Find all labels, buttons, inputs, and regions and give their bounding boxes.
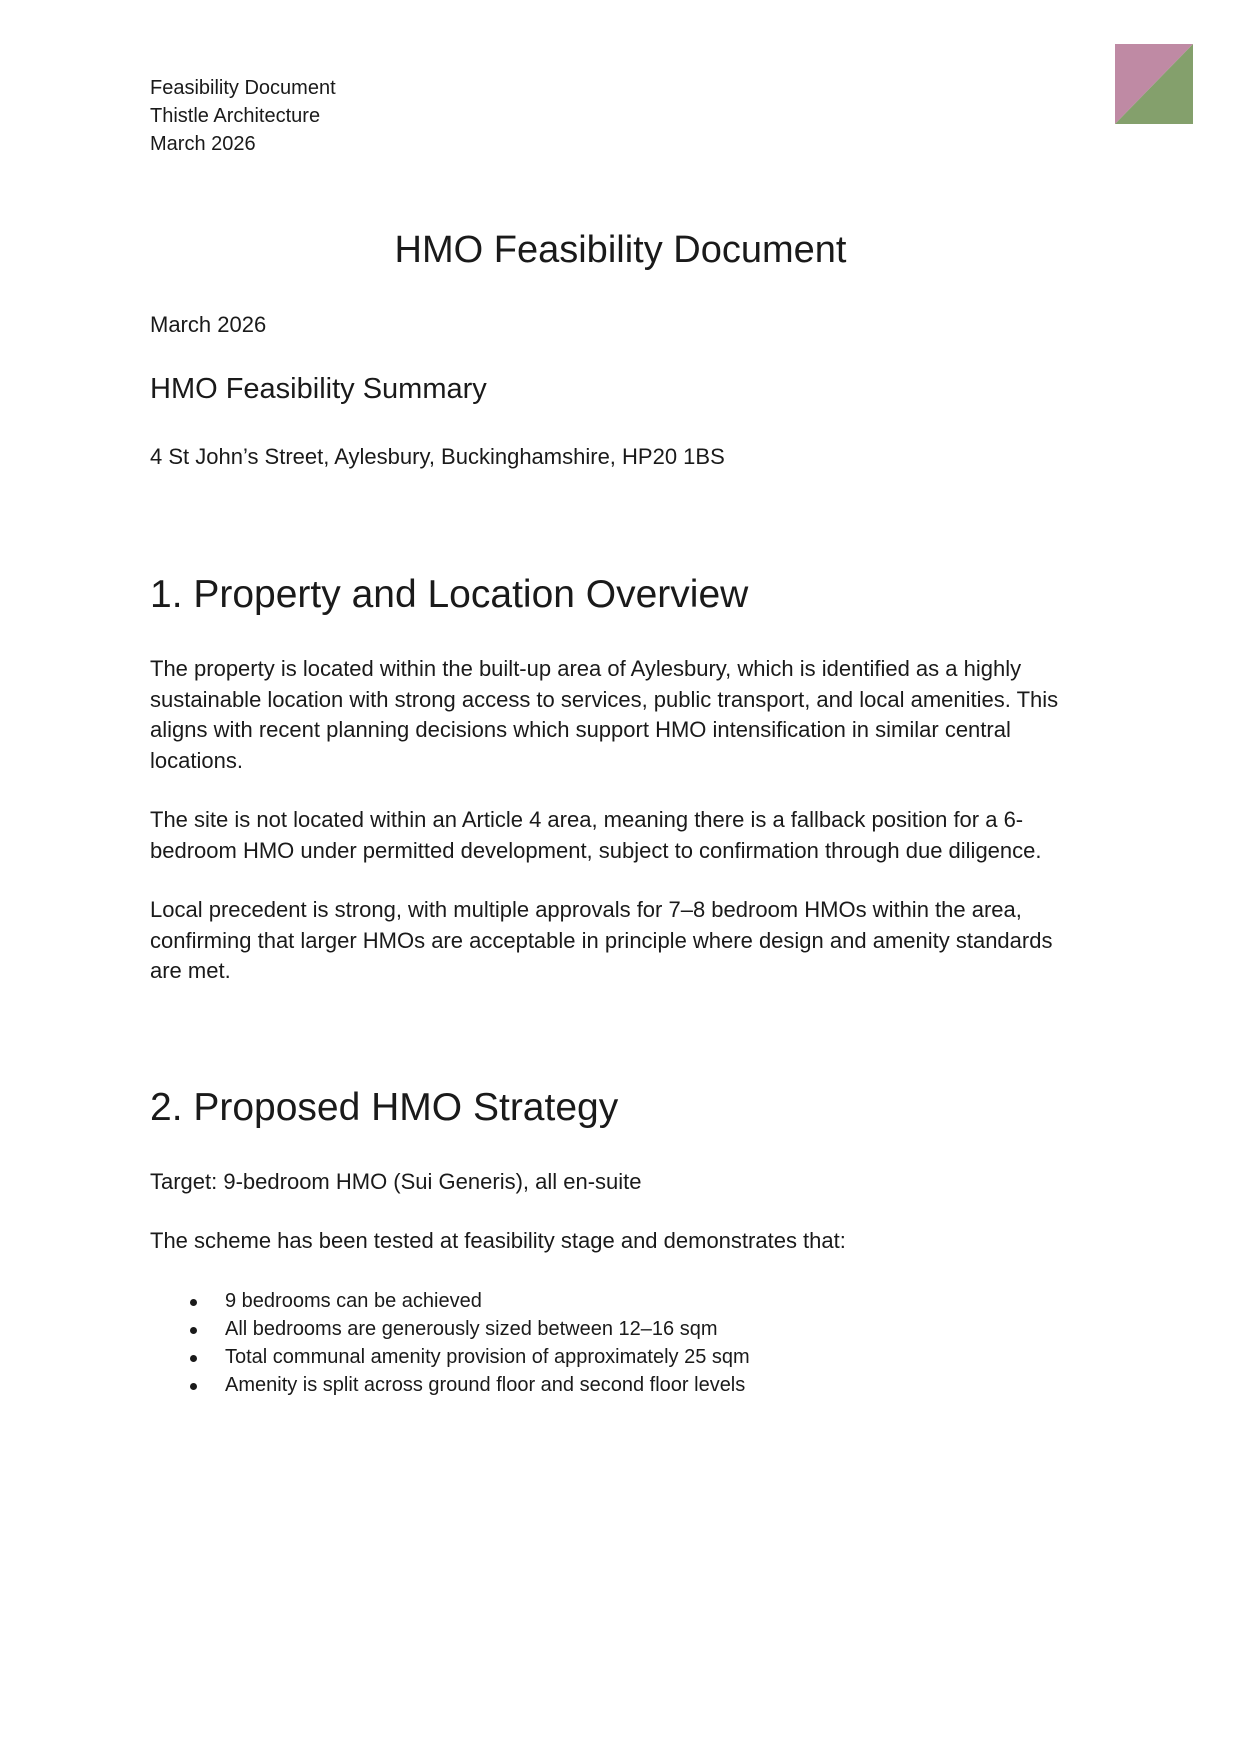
header-company: Thistle Architecture: [150, 105, 321, 127]
bullet-icon: [190, 1327, 197, 1334]
header-doc-type: Feasibility Document: [150, 77, 336, 99]
list-item: [150, 1343, 1050, 1371]
feasibility-bullet-list: [150, 1287, 1050, 1399]
section-1-paragraph: Local precedent is strong, with multiple approvals for 7–8 bedroom HMOs within the area, confirming that larger HMOs are acceptable in principle where design and amenity standards are met.: [150, 897, 1053, 983]
property-address: 4 St John’s Street, Aylesbury, Buckinghamshire, HP20 1BS: [150, 444, 725, 469]
header-date: March 2026: [150, 133, 256, 155]
header-meta: [150, 74, 336, 158]
section-1-heading: 1. Property and Location Overview: [150, 573, 749, 616]
bullet-icon: [190, 1355, 197, 1362]
list-item-text: Total communal amenity provision of approximately 25 sqm: [225, 1346, 750, 1368]
section-1-paragraph: The property is located within the built-up area of Aylesbury, which is identified as a highly sustainable location with strong access to services, public transport, and local amenities. This aligns with recent planning decisions which support HMO intensification in similar central locations.: [150, 656, 1059, 773]
bullet-icon: [190, 1383, 197, 1390]
company-logo: [1115, 44, 1193, 124]
feasibility-intro: The scheme has been tested at feasibility stage and demonstrates that:: [150, 1228, 846, 1253]
document-date: March 2026: [150, 312, 267, 337]
list-item-text: Amenity is split across ground floor and second floor levels: [225, 1374, 746, 1396]
section-1-paragraph: The site is not located within an Article 4 area, meaning there is a fallback position for a 6-bedroom HMO under permitted development, subject to confirmation through due diligence.: [150, 807, 1042, 863]
list-item: [150, 1315, 1050, 1343]
summary-heading: HMO Feasibility Summary: [150, 373, 487, 405]
bullet-icon: [190, 1299, 197, 1306]
document-title: HMO Feasibility Document: [394, 229, 847, 271]
list-item-text: All bedrooms are generously sized between 12–16 sqm: [225, 1318, 718, 1340]
list-item: [150, 1287, 1050, 1315]
target-statement: Target: 9-bedroom HMO (Sui Generis), all en-suite: [150, 1169, 642, 1194]
list-item: [150, 1371, 1050, 1399]
section-2-heading: 2. Proposed HMO Strategy: [150, 1086, 619, 1129]
list-item-text: 9 bedrooms can be achieved: [225, 1290, 482, 1312]
